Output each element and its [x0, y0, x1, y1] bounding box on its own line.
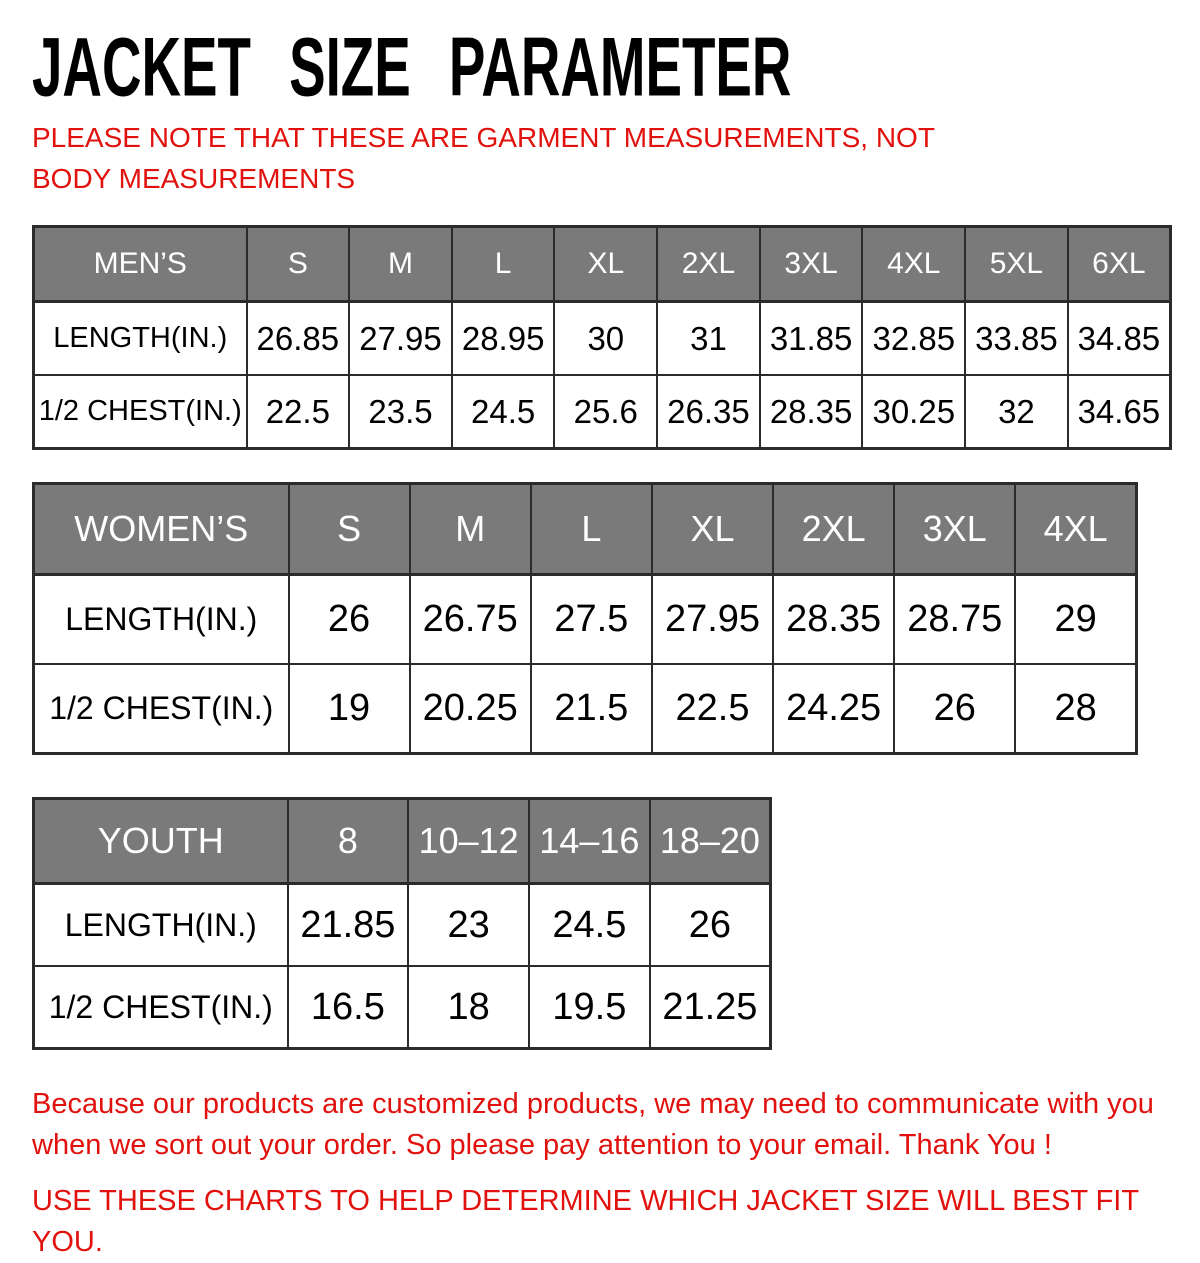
cell-value: 26.35: [657, 375, 760, 449]
size-header-cell: 6XL: [1068, 227, 1171, 302]
cell-value: 21.85: [288, 884, 409, 967]
size-header-cell: L: [531, 484, 652, 575]
size-header-cell: 5XL: [965, 227, 1068, 302]
size-header-cell: 4XL: [1015, 484, 1136, 575]
youth-size-table: [32, 797, 772, 1050]
table-row: [34, 884, 771, 967]
row-label: 1/2 CHEST(IN.): [34, 966, 288, 1049]
table-row: [34, 966, 771, 1049]
cell-value: 22.5: [652, 664, 773, 754]
cell-value: 21.25: [650, 966, 771, 1049]
cell-value: 31: [657, 302, 760, 376]
cell-value: 24.5: [529, 884, 650, 967]
table-title-cell: YOUTH: [34, 799, 288, 884]
cell-value: 21.5: [531, 664, 652, 754]
size-header-cell: L: [452, 227, 555, 302]
charts-usage-note: USE THESE CHARTS TO HELP DETERMINE WHICH JACKET SIZE WILL BEST FIT YOU.: [32, 1185, 1139, 1258]
cell-value: 26: [894, 664, 1015, 754]
size-header-cell: 3XL: [760, 227, 863, 302]
row-label: LENGTH(IN.): [34, 575, 289, 665]
cell-value: 22.5: [247, 375, 350, 449]
size-header-cell: XL: [652, 484, 773, 575]
cell-value: 26.75: [410, 575, 531, 665]
row-label: 1/2 CHEST(IN.): [34, 375, 247, 449]
cell-value: 20.25: [410, 664, 531, 754]
size-header-cell: S: [289, 484, 410, 575]
header-row: [34, 227, 1171, 302]
cell-value: 19: [289, 664, 410, 754]
row-label: 1/2 CHEST(IN.): [34, 664, 289, 754]
table-title-cell: WOMEN’S: [34, 484, 289, 575]
table-row: [34, 575, 1137, 665]
size-header-cell: 3XL: [894, 484, 1015, 575]
custom-products-note: Because our products are customized products, we may need to communicate with you when we sort out your order. So please pay attention to your email. Thank You !: [32, 1088, 1154, 1161]
size-header-cell: 18–20: [650, 799, 771, 884]
table-row: [34, 375, 1171, 449]
size-tables: [32, 225, 1172, 1050]
cell-value: 23.5: [349, 375, 452, 449]
row-label: LENGTH(IN.): [34, 302, 247, 376]
size-header-cell: 10–12: [408, 799, 529, 884]
table-title-cell: MEN’S: [34, 227, 247, 302]
cell-value: 23: [408, 884, 529, 967]
size-header-cell: 2XL: [657, 227, 760, 302]
cell-value: 26: [650, 884, 771, 967]
cell-value: 28.75: [894, 575, 1015, 665]
cell-value: 33.85: [965, 302, 1068, 376]
cell-value: 24.25: [773, 664, 894, 754]
row-label: LENGTH(IN.): [34, 884, 288, 967]
cell-value: 31.85: [760, 302, 863, 376]
cell-value: 34.85: [1068, 302, 1171, 376]
cell-value: 19.5: [529, 966, 650, 1049]
cell-value: 18: [408, 966, 529, 1049]
size-header-cell: M: [349, 227, 452, 302]
cell-value: 28: [1015, 664, 1136, 754]
cell-value: 27.5: [531, 575, 652, 665]
cell-value: 26: [289, 575, 410, 665]
table-row: [34, 302, 1171, 376]
cell-value: 28.95: [452, 302, 555, 376]
size-header-cell: XL: [554, 227, 657, 302]
header-row: [34, 484, 1137, 575]
cell-value: 34.65: [1068, 375, 1171, 449]
cell-value: 30.25: [862, 375, 965, 449]
cell-value: 26.85: [247, 302, 350, 376]
size-header-cell: 14–16: [529, 799, 650, 884]
size-header-cell: S: [247, 227, 350, 302]
cell-value: 29: [1015, 575, 1136, 665]
cell-value: 32.85: [862, 302, 965, 376]
table-row: [34, 664, 1137, 754]
womens-size-table: [32, 482, 1138, 755]
cell-value: 28.35: [760, 375, 863, 449]
size-header-cell: M: [410, 484, 531, 575]
cell-value: 27.95: [652, 575, 773, 665]
header-row: [34, 799, 771, 884]
size-header-cell: 8: [288, 799, 409, 884]
garment-measurement-note: PLEASE NOTE THAT THESE ARE GARMENT MEASUREMENTS, NOT BODY MEASUREMENTS: [32, 122, 935, 194]
page-title: JACKET SIZE PARAMETER: [32, 20, 792, 114]
cell-value: 32: [965, 375, 1068, 449]
cell-value: 30: [554, 302, 657, 376]
cell-value: 25.6: [554, 375, 657, 449]
cell-value: 27.95: [349, 302, 452, 376]
cell-value: 24.5: [452, 375, 555, 449]
cell-value: 28.35: [773, 575, 894, 665]
mens-size-table: [32, 225, 1172, 450]
footer: [32, 1084, 1172, 1262]
cell-value: 16.5: [288, 966, 409, 1049]
size-header-cell: 2XL: [773, 484, 894, 575]
size-header-cell: 4XL: [862, 227, 965, 302]
